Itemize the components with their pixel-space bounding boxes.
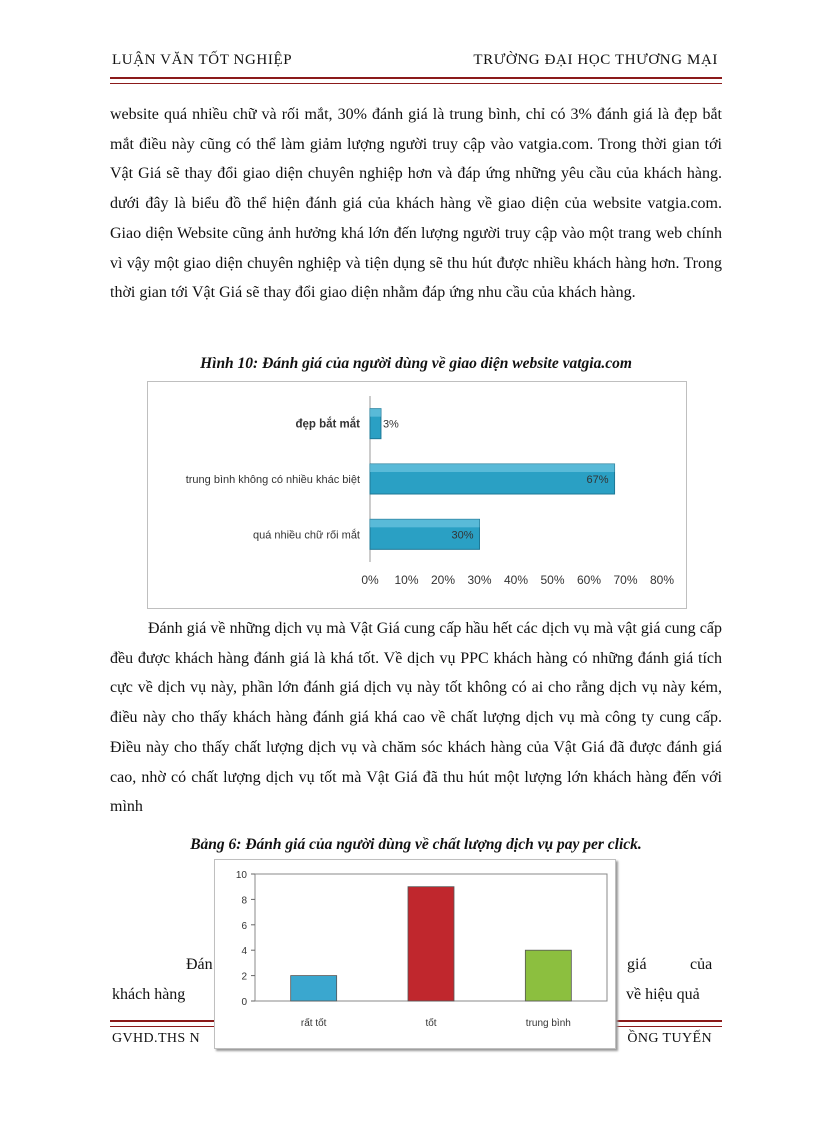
y-tick-3: 6 <box>241 920 247 932</box>
bar-highlight-0 <box>370 409 381 417</box>
bar-highlight-2 <box>370 519 480 527</box>
figure-caption-10: Hình 10: Đánh giá của người dùng về giao diện website vatgia.com <box>200 355 632 372</box>
y-tick-4: 8 <box>241 895 247 907</box>
partial-text-line1-right-b: của <box>690 956 713 973</box>
category-label-1: tốt <box>425 1018 437 1029</box>
x-tick-8: 80% <box>649 573 675 587</box>
x-tick-4: 40% <box>503 573 529 587</box>
bar-1 <box>408 887 454 1001</box>
category-label-0: rất tốt <box>300 1018 327 1029</box>
x-tick-1: 10% <box>394 573 419 587</box>
x-tick-7: 70% <box>613 573 638 587</box>
paragraph-service-evaluation: Đánh giá về những dịch vụ mà Vật Giá cung cấp hầu hết các dịch vụ mà vật giá cung cấp đều được khách hàng đánh giá là khá tốt. Về dịch vụ PPC khách hàng có những đánh giá tích cực về dịch vụ này, phần lớn đánh giá dịch vụ này tốt không có ai cho rằng dịch vụ này kém, điều này cho thấy khách hàng đánh giá khá cao về chất lượng dịch vụ mà công ty cung cấp. Điều này cho thấy chất lượng dịch vụ và chăm sóc khách hàng của Vật Giá đã được đánh giá cao, nhờ có chất lượng dịch vụ tốt mà Vật Giá đã thu hút một lượng lớn khách hàng đến với mình <box>110 620 722 816</box>
category-label-2: trung bình <box>525 1018 571 1029</box>
x-tick-6: 60% <box>576 573 602 587</box>
partial-text-line2-left: khách hàng <box>112 986 186 1003</box>
footer-supervisor: GVHD.THS N <box>112 1031 200 1046</box>
bar-highlight-1 <box>370 464 615 472</box>
partial-text-line1-left: Đán <box>186 956 213 973</box>
ppc-rating-chart <box>214 859 616 1049</box>
partial-text-line2-right: về hiệu quả <box>626 986 700 1003</box>
bar-2 <box>525 950 571 1001</box>
ppc-rating-chart-svg <box>215 860 615 1048</box>
x-tick-2: 20% <box>430 573 456 587</box>
x-tick-5: 50% <box>540 573 565 587</box>
paragraph-interface-evaluation: website quá nhiều chữ và rối mắt, 30% đánh giá là trung bình, chỉ có 3% đánh giá là đẹp bắt mắt điều này cũng có thể làm giảm lượng người truy cập vào vatgia.com. Trong thời gian tới Vật Giá sẽ thay đổi giao diện chuyên nghiệp hơn và đáp ứng những yêu cầu của khách hàng. dưới đây là biểu đồ thể hiện đánh giá của khách hàng về giao diện của website vatgia.com. Giao diện Website cũng ảnh hưởng khá lớn đến lượng người truy cập vào một trang web chính vì vậy một giao diện chuyên nghiệp và tiện dụng sẽ thu hút được nhiều khách hàng hơn. Trong thời gian tới Vật Giá sẽ thay đổi giao diện nhằm đáp ứng nhu cầu của khách hàng. <box>110 106 722 302</box>
category-label-1: trung bình không có nhiều khác biệt <box>185 474 360 486</box>
x-tick-0: 0% <box>361 573 379 587</box>
category-label-2: quá nhiều chữ rối mắt <box>252 529 360 542</box>
data-label-2: 30% <box>451 529 474 542</box>
header-divider <box>110 77 722 84</box>
category-label-0: đẹp bắt mắt <box>295 418 360 431</box>
bar-0 <box>291 976 337 1001</box>
partial-text-line1-right-a: giá <box>627 956 647 973</box>
table-caption-6: Bảng 6: Đánh giá của người dùng về chất lượng dịch vụ pay per click. <box>190 836 642 853</box>
y-tick-2: 4 <box>241 946 247 958</box>
header-university: TRƯỜNG ĐẠI HỌC THƯƠNG MẠI <box>473 52 718 68</box>
data-label-1: 67% <box>586 474 609 486</box>
y-tick-0: 0 <box>241 997 247 1008</box>
data-label-0: 3% <box>382 418 399 431</box>
header-thesis-title: LUẬN VĂN TỐT NGHIỆP <box>112 52 293 68</box>
page-header <box>112 52 718 76</box>
x-tick-3: 30% <box>467 573 492 587</box>
y-tick-5: 10 <box>235 870 247 881</box>
footer-student: ỒNG TUYẾN <box>627 1031 712 1046</box>
y-tick-1: 2 <box>241 971 247 983</box>
interface-rating-chart-svg <box>148 382 686 608</box>
interface-rating-chart <box>147 381 687 609</box>
